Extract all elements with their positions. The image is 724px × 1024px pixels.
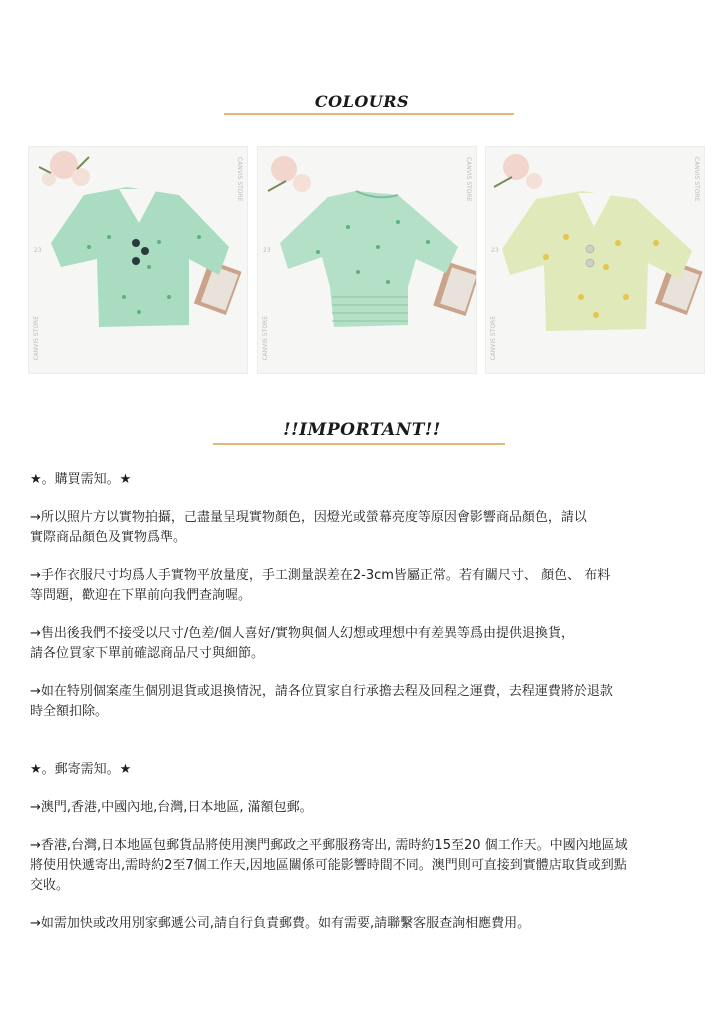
shipping-notice-item: →香港,台灣,日本地區包郵貨品將使用澳門郵政之平郵服務寄出, 需時約15至20 個工作天。中國內地區域 將使用快遞寄出,需時約2至7個工作天,因地區關係可能影響時間不同。澳門則可直接到實體店取貨或到點 交收。 bbox=[30, 838, 628, 893]
photo-number: 23 bbox=[491, 247, 499, 254]
green-floral-smocked-blouse-photo bbox=[257, 146, 477, 374]
watermark: CANVIS STORE bbox=[262, 316, 269, 361]
heading-divider bbox=[213, 443, 505, 445]
watermark: CANVIS STORE bbox=[465, 157, 472, 202]
watermark: CANVIS STORE bbox=[490, 316, 497, 361]
shipping-notice-item: →澳門,香港,中國內地,台灣,日本地區, 滿額包郵。 bbox=[30, 800, 313, 815]
watermark: CANVIS STORE bbox=[693, 157, 700, 202]
important-heading: !!IMPORTANT!! bbox=[283, 420, 441, 440]
photo-number: 23 bbox=[34, 247, 42, 254]
purchase-notice-item: →如在特別個案產生個別退貨或退換情況，請各位買家自行承擔去程及回程之運費，去程運費將於退款 時全額扣除。 bbox=[30, 684, 613, 719]
shipping-notice-item: →如需加快或改用別家郵遞公司,請自行負責郵費。如有需要,請聯繫客服查詢相應費用。 bbox=[30, 916, 531, 931]
shipping-notice-title: ★。郵寄需知。★ bbox=[30, 762, 132, 777]
heading-divider bbox=[224, 113, 514, 115]
watermark: CANVIS STORE bbox=[236, 157, 243, 202]
notice-text bbox=[30, 470, 690, 934]
purchase-notice-item: →所以照片方以實物拍攝，己盡量呈現實物顏色，因燈光或螢幕亮度等原因會影響商品顏色，請以 實際商品顏色及實物爲準。 bbox=[30, 510, 587, 545]
green-floral-blouse-photo bbox=[28, 146, 248, 374]
purchase-notice-title: ★。購買需知。★ bbox=[30, 472, 132, 487]
photo-number: 23 bbox=[263, 247, 271, 254]
yellow-floral-blouse-photo bbox=[485, 146, 705, 374]
colours-heading: COLOURS bbox=[314, 92, 410, 111]
purchase-notice-item: →售出後我們不接受以尺寸/色差/個人喜好/實物與個人幻想或理想中有差異等爲由提供退換貨， 請各位買家下單前確認商品尺寸與細節。 bbox=[30, 626, 575, 661]
watermark: CANVIS STORE bbox=[33, 316, 40, 361]
purchase-notice-item: →手作衣服尺寸均爲人手實物平放量度，手工測量誤差在2-3cm皆屬正常。若有關尺寸、 顏色、 布料 等問題，歡迎在下單前向我們查詢喔。 bbox=[30, 568, 611, 603]
